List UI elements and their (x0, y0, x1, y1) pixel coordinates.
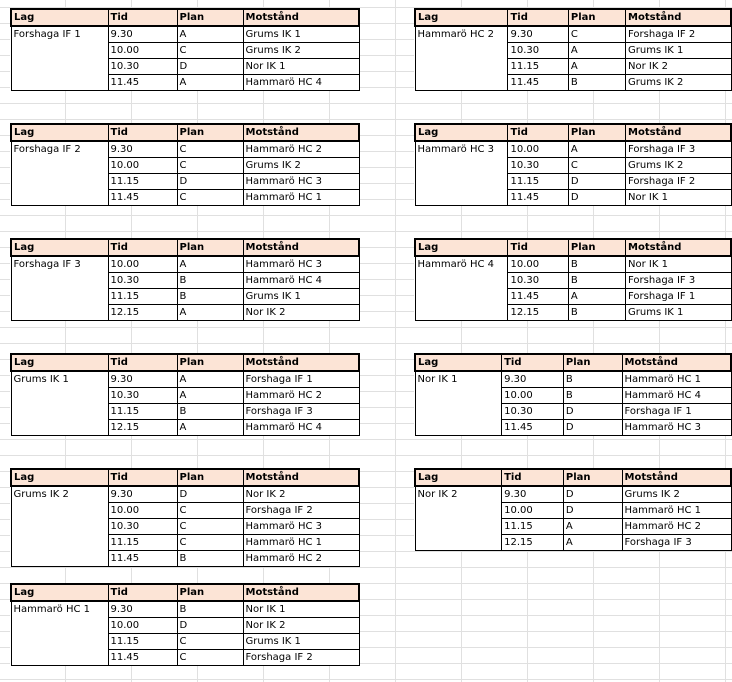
time-cell[interactable]: 10.00 (502, 503, 564, 519)
plan-cell[interactable]: D (568, 190, 625, 206)
header-motstand[interactable]: Motstånd (626, 239, 731, 256)
opponent-cell[interactable]: Nor IK 2 (243, 486, 359, 503)
opponent-cell[interactable]: Hammarö HC 2 (243, 551, 359, 567)
schedule-table (10, 583, 360, 666)
team-name-cell[interactable] (415, 305, 508, 321)
team-name-cell[interactable]: Hammarö HC 2 (415, 26, 508, 43)
table-row (415, 75, 731, 91)
opponent-cell[interactable]: Forshaga IF 3 (622, 535, 731, 551)
team-name-cell[interactable] (11, 388, 108, 404)
table-row (415, 420, 731, 436)
team-name-cell[interactable] (11, 43, 108, 59)
team-name-cell[interactable] (11, 174, 108, 190)
opponent-cell[interactable]: Forshaga IF 2 (243, 503, 359, 519)
table-row (415, 371, 731, 388)
header-lag[interactable]: Lag (11, 584, 108, 601)
plan-cell[interactable]: C (568, 158, 625, 174)
table-row (11, 601, 359, 618)
opponent-cell[interactable]: Nor IK 2 (243, 305, 359, 321)
time-cell[interactable]: 10.00 (502, 388, 564, 404)
table-row (11, 371, 359, 388)
plan-cell[interactable]: B (568, 256, 625, 273)
team-name-cell[interactable] (11, 273, 108, 289)
time-cell[interactable]: 11.15 (508, 59, 568, 75)
plan-cell[interactable]: D (563, 404, 622, 420)
team-name-cell[interactable] (11, 420, 108, 436)
header-motstand[interactable]: Motstånd (243, 239, 359, 256)
opponent-cell[interactable]: Grums IK 1 (243, 634, 359, 650)
opponent-cell[interactable]: Forshaga IF 2 (626, 174, 731, 190)
team-name-cell[interactable]: Hammarö HC 4 (415, 256, 508, 273)
opponent-cell[interactable]: Forshaga IF 1 (243, 371, 359, 388)
table-row (11, 273, 359, 289)
time-cell[interactable]: 9.30 (502, 371, 564, 388)
header-lag[interactable]: Lag (415, 124, 508, 141)
plan-cell[interactable]: D (568, 174, 625, 190)
plan-cell[interactable]: B (563, 371, 622, 388)
header-tid[interactable]: Tid (502, 469, 564, 486)
table-row (11, 174, 359, 190)
time-cell[interactable]: 9.30 (108, 141, 177, 158)
time-cell[interactable]: 9.30 (108, 601, 177, 618)
header-motstand[interactable]: Motstånd (243, 9, 359, 26)
table-row (415, 388, 731, 404)
header-motstand[interactable]: Motstånd (243, 584, 359, 601)
table-row (415, 174, 731, 190)
table-row (11, 404, 359, 420)
opponent-cell[interactable]: Forshaga IF 3 (626, 141, 731, 158)
opponent-cell[interactable]: Hammarö HC 4 (243, 420, 359, 436)
table-row (415, 305, 731, 321)
plan-cell[interactable]: B (177, 289, 243, 305)
header-tid[interactable]: Tid (108, 124, 177, 141)
opponent-cell[interactable]: Nor IK 2 (243, 618, 359, 634)
table-row (415, 26, 731, 43)
header-motstand[interactable]: Motstånd (243, 124, 359, 141)
table-row (11, 650, 359, 666)
table-row (415, 256, 731, 273)
team-name-cell[interactable] (415, 289, 508, 305)
plan-cell[interactable]: B (177, 273, 243, 289)
header-row (11, 9, 359, 26)
header-plan[interactable]: Plan (177, 469, 243, 486)
time-cell[interactable]: 11.15 (502, 519, 564, 535)
table-row (415, 158, 731, 174)
plan-cell[interactable]: D (177, 486, 243, 503)
table-row (415, 503, 731, 519)
time-cell[interactable]: 12.15 (108, 420, 177, 436)
plan-cell[interactable]: C (177, 634, 243, 650)
plan-cell[interactable]: A (177, 388, 243, 404)
plan-cell[interactable]: C (177, 43, 243, 59)
opponent-cell[interactable]: Hammarö HC 1 (622, 503, 731, 519)
plan-cell[interactable]: A (177, 75, 243, 91)
plan-cell[interactable]: C (177, 503, 243, 519)
time-cell[interactable]: 11.15 (108, 404, 177, 420)
time-cell[interactable]: 10.00 (108, 43, 177, 59)
plan-cell[interactable]: D (177, 618, 243, 634)
header-motstand[interactable]: Motstånd (243, 469, 359, 486)
team-name-cell[interactable]: Nor IK 1 (415, 371, 502, 388)
table-row (415, 43, 731, 59)
team-name-cell[interactable]: Hammarö HC 3 (415, 141, 508, 158)
header-tid[interactable]: Tid (108, 469, 177, 486)
time-cell[interactable]: 11.15 (108, 535, 177, 551)
opponent-cell[interactable]: Nor IK 2 (626, 59, 731, 75)
team-name-cell[interactable] (415, 420, 502, 436)
header-motstand[interactable]: Motstånd (622, 354, 731, 371)
table-row (11, 59, 359, 75)
opponent-cell[interactable]: Hammarö HC 1 (243, 535, 359, 551)
time-cell[interactable]: 9.30 (108, 26, 177, 43)
plan-cell[interactable]: C (177, 535, 243, 551)
opponent-cell[interactable]: Grums IK 2 (622, 486, 731, 503)
table-row (11, 551, 359, 567)
opponent-cell[interactable]: Grums IK 2 (243, 158, 359, 174)
schedule-table (10, 8, 360, 91)
table-row (415, 404, 731, 420)
opponent-cell[interactable]: Nor IK 1 (626, 256, 731, 273)
header-tid[interactable]: Tid (508, 9, 568, 26)
opponent-cell[interactable]: Hammarö HC 4 (243, 75, 359, 91)
schedule-table (414, 353, 732, 436)
header-row (11, 239, 359, 256)
opponent-cell[interactable]: Hammarö HC 3 (622, 420, 731, 436)
opponent-cell[interactable]: Forshaga IF 3 (243, 404, 359, 420)
time-cell[interactable]: 10.30 (508, 43, 568, 59)
time-cell[interactable]: 10.00 (108, 503, 177, 519)
plan-cell[interactable]: C (177, 519, 243, 535)
header-tid[interactable]: Tid (508, 124, 568, 141)
team-name-cell[interactable]: Hammarö HC 1 (11, 601, 108, 618)
table-row (11, 190, 359, 206)
table-row (11, 634, 359, 650)
team-name-cell[interactable] (11, 59, 108, 75)
team-name-cell[interactable] (415, 503, 502, 519)
time-cell[interactable]: 10.30 (508, 158, 568, 174)
team-name-cell[interactable] (11, 75, 108, 91)
time-cell[interactable]: 11.45 (508, 289, 568, 305)
header-tid[interactable]: Tid (108, 239, 177, 256)
team-name-cell[interactable]: Forshaga IF 2 (11, 141, 108, 158)
time-cell[interactable]: 11.45 (108, 190, 177, 206)
team-name-cell[interactable] (415, 43, 508, 59)
plan-cell[interactable]: A (563, 519, 622, 535)
header-row (11, 469, 359, 486)
header-row (11, 584, 359, 601)
table-row (11, 305, 359, 321)
opponent-cell[interactable]: Hammarö HC 4 (243, 273, 359, 289)
header-tid[interactable]: Tid (108, 354, 177, 371)
table-row (11, 26, 359, 43)
time-cell[interactable]: 10.30 (502, 404, 564, 420)
table-row (11, 289, 359, 305)
team-name-cell[interactable] (415, 59, 508, 75)
team-name-cell[interactable]: Forshaga IF 1 (11, 26, 108, 43)
team-name-cell[interactable] (11, 551, 108, 567)
header-motstand[interactable]: Motstånd (243, 354, 359, 371)
table-row (11, 256, 359, 273)
plan-cell[interactable]: D (177, 174, 243, 190)
opponent-cell[interactable]: Forshaga IF 1 (622, 404, 731, 420)
opponent-cell[interactable]: Grums IK 2 (243, 43, 359, 59)
time-cell[interactable]: 10.00 (108, 256, 177, 273)
opponent-cell[interactable]: Nor IK 1 (243, 59, 359, 75)
header-row (415, 239, 731, 256)
schedule-table (10, 468, 360, 567)
header-motstand[interactable]: Motstånd (622, 469, 731, 486)
time-cell[interactable]: 10.00 (508, 256, 568, 273)
plan-cell[interactable]: C (177, 141, 243, 158)
schedule-table (10, 238, 360, 321)
table-row (415, 289, 731, 305)
team-name-cell[interactable] (415, 190, 508, 206)
team-name-cell[interactable] (11, 404, 108, 420)
opponent-cell[interactable]: Grums IK 1 (626, 43, 731, 59)
team-name-cell[interactable]: Forshaga IF 3 (11, 256, 108, 273)
time-cell[interactable]: 11.45 (108, 551, 177, 567)
table-row (11, 158, 359, 174)
team-name-cell[interactable] (11, 305, 108, 321)
header-motstand[interactable]: Motstånd (626, 124, 731, 141)
time-cell[interactable]: 12.15 (108, 305, 177, 321)
plan-cell[interactable]: A (177, 420, 243, 436)
header-lag[interactable]: Lag (415, 469, 502, 486)
header-plan[interactable]: Plan (177, 9, 243, 26)
header-plan[interactable]: Plan (177, 239, 243, 256)
plan-cell[interactable]: B (568, 273, 625, 289)
time-cell[interactable]: 11.45 (508, 75, 568, 91)
team-name-cell[interactable] (11, 289, 108, 305)
table-row (11, 141, 359, 158)
time-cell[interactable]: 9.30 (502, 486, 564, 503)
time-cell[interactable]: 10.00 (508, 141, 568, 158)
table-row (11, 486, 359, 503)
schedule-table (10, 353, 360, 436)
table-row (11, 43, 359, 59)
time-cell[interactable]: 10.30 (108, 519, 177, 535)
team-name-cell[interactable] (11, 190, 108, 206)
opponent-cell[interactable]: Hammarö HC 4 (622, 388, 731, 404)
opponent-cell[interactable]: Grums IK 1 (626, 305, 731, 321)
time-cell[interactable]: 12.15 (502, 535, 564, 551)
header-tid[interactable]: Tid (108, 584, 177, 601)
opponent-cell[interactable]: Forshaga IF 2 (626, 26, 731, 43)
team-name-cell[interactable]: Nor IK 2 (415, 486, 502, 503)
time-cell[interactable]: 11.15 (508, 174, 568, 190)
plan-cell[interactable]: C (568, 26, 625, 43)
opponent-cell[interactable]: Hammarö HC 1 (622, 371, 731, 388)
opponent-cell[interactable]: Hammarö HC 3 (243, 519, 359, 535)
plan-cell[interactable]: A (177, 371, 243, 388)
schedule-table (414, 468, 732, 551)
schedule-table (414, 8, 732, 91)
header-lag[interactable]: Lag (415, 239, 508, 256)
opponent-cell[interactable]: Hammarö HC 2 (243, 388, 359, 404)
time-cell[interactable]: 10.30 (108, 273, 177, 289)
table-row (415, 519, 731, 535)
header-lag[interactable]: Lag (11, 354, 108, 371)
table-row (11, 75, 359, 91)
header-row (415, 354, 731, 371)
team-name-cell[interactable]: Grums IK 2 (11, 486, 108, 503)
table-row (11, 388, 359, 404)
team-name-cell[interactable] (415, 158, 508, 174)
plan-cell[interactable]: A (177, 256, 243, 273)
opponent-cell[interactable]: Hammarö HC 2 (622, 519, 731, 535)
time-cell[interactable]: 11.15 (108, 634, 177, 650)
header-lag[interactable]: Lag (415, 354, 502, 371)
table-row (11, 535, 359, 551)
plan-cell[interactable]: B (177, 551, 243, 567)
time-cell[interactable]: 11.45 (502, 420, 564, 436)
header-row (415, 9, 731, 26)
opponent-cell[interactable]: Forshaga IF 3 (626, 273, 731, 289)
time-cell[interactable]: 11.45 (108, 650, 177, 666)
opponent-cell[interactable]: Grums IK 1 (243, 26, 359, 43)
header-plan[interactable]: Plan (177, 354, 243, 371)
team-name-cell[interactable] (11, 618, 108, 634)
table-row (415, 190, 731, 206)
time-cell[interactable]: 10.30 (108, 59, 177, 75)
time-cell[interactable]: 10.30 (508, 273, 568, 289)
opponent-cell[interactable]: Hammarö HC 1 (243, 190, 359, 206)
table-row (415, 59, 731, 75)
schedule-table (414, 123, 732, 206)
time-cell[interactable]: 10.00 (108, 158, 177, 174)
table-row (415, 486, 731, 503)
table-row (415, 141, 731, 158)
table-row (11, 420, 359, 436)
opponent-cell[interactable]: Nor IK 1 (243, 601, 359, 618)
header-plan[interactable]: Plan (177, 124, 243, 141)
team-name-cell[interactable] (415, 519, 502, 535)
header-row (11, 124, 359, 141)
time-cell[interactable]: 9.30 (108, 486, 177, 503)
opponent-cell[interactable]: Forshaga IF 2 (243, 650, 359, 666)
header-lag[interactable]: Lag (11, 9, 108, 26)
plan-cell[interactable]: A (568, 141, 625, 158)
header-tid[interactable]: Tid (502, 354, 564, 371)
plan-cell[interactable]: D (177, 59, 243, 75)
header-plan[interactable]: Plan (568, 9, 625, 26)
header-motstand[interactable]: Motstånd (626, 9, 731, 26)
team-name-cell[interactable] (415, 174, 508, 190)
plan-cell[interactable]: B (568, 75, 625, 91)
team-name-cell[interactable] (415, 535, 502, 551)
table-row (415, 273, 731, 289)
header-row (415, 469, 731, 486)
team-name-cell[interactable] (11, 519, 108, 535)
header-plan[interactable]: Plan (563, 354, 622, 371)
header-plan[interactable]: Plan (568, 124, 625, 141)
plan-cell[interactable]: B (568, 305, 625, 321)
header-lag[interactable]: Lag (11, 124, 108, 141)
team-name-cell[interactable] (11, 503, 108, 519)
header-lag[interactable]: Lag (11, 239, 108, 256)
time-cell[interactable]: 9.30 (108, 371, 177, 388)
team-name-cell[interactable] (11, 650, 108, 666)
team-name-cell[interactable] (415, 388, 502, 404)
time-cell[interactable]: 11.45 (508, 190, 568, 206)
plan-cell[interactable]: C (177, 190, 243, 206)
plan-cell[interactable]: D (563, 486, 622, 503)
header-plan[interactable]: Plan (568, 239, 625, 256)
header-row (415, 124, 731, 141)
opponent-cell[interactable]: Hammarö HC 3 (243, 256, 359, 273)
header-tid[interactable]: Tid (108, 9, 177, 26)
opponent-cell[interactable]: Grums IK 1 (243, 289, 359, 305)
plan-cell[interactable]: B (177, 404, 243, 420)
header-lag[interactable]: Lag (415, 9, 508, 26)
plan-cell[interactable]: A (177, 305, 243, 321)
team-name-cell[interactable] (11, 634, 108, 650)
plan-cell[interactable]: D (563, 503, 622, 519)
time-cell[interactable]: 12.15 (508, 305, 568, 321)
opponent-cell[interactable]: Hammarö HC 2 (243, 141, 359, 158)
opponent-cell[interactable]: Forshaga IF 1 (626, 289, 731, 305)
header-tid[interactable]: Tid (508, 239, 568, 256)
header-plan[interactable]: Plan (563, 469, 622, 486)
header-row (11, 354, 359, 371)
team-name-cell[interactable]: Grums IK 1 (11, 371, 108, 388)
header-lag[interactable]: Lag (11, 469, 108, 486)
schedule-table (414, 238, 732, 321)
time-cell[interactable]: 10.00 (108, 618, 177, 634)
table-row (415, 535, 731, 551)
time-cell[interactable]: 11.45 (108, 75, 177, 91)
team-name-cell[interactable] (415, 75, 508, 91)
plan-cell[interactable]: A (563, 535, 622, 551)
plan-cell[interactable]: C (177, 158, 243, 174)
schedule-table (10, 123, 360, 206)
team-name-cell[interactable] (11, 535, 108, 551)
opponent-cell[interactable]: Hammarö HC 3 (243, 174, 359, 190)
plan-cell[interactable]: B (563, 388, 622, 404)
plan-cell[interactable]: A (568, 59, 625, 75)
time-cell[interactable]: 11.15 (108, 289, 177, 305)
table-row (11, 503, 359, 519)
time-cell[interactable]: 10.30 (108, 388, 177, 404)
table-row (11, 618, 359, 634)
team-name-cell[interactable] (415, 273, 508, 289)
team-name-cell[interactable] (415, 404, 502, 420)
plan-cell[interactable]: C (177, 650, 243, 666)
team-name-cell[interactable] (11, 158, 108, 174)
time-cell[interactable]: 9.30 (508, 26, 568, 43)
time-cell[interactable]: 11.15 (108, 174, 177, 190)
header-plan[interactable]: Plan (177, 584, 243, 601)
opponent-cell[interactable]: Grums IK 2 (626, 75, 731, 91)
opponent-cell[interactable]: Grums IK 2 (626, 158, 731, 174)
table-row (11, 519, 359, 535)
plan-cell[interactable]: A (568, 43, 625, 59)
plan-cell[interactable]: B (177, 601, 243, 618)
plan-cell[interactable]: A (568, 289, 625, 305)
plan-cell[interactable]: D (563, 420, 622, 436)
opponent-cell[interactable]: Nor IK 1 (626, 190, 731, 206)
plan-cell[interactable]: A (177, 26, 243, 43)
